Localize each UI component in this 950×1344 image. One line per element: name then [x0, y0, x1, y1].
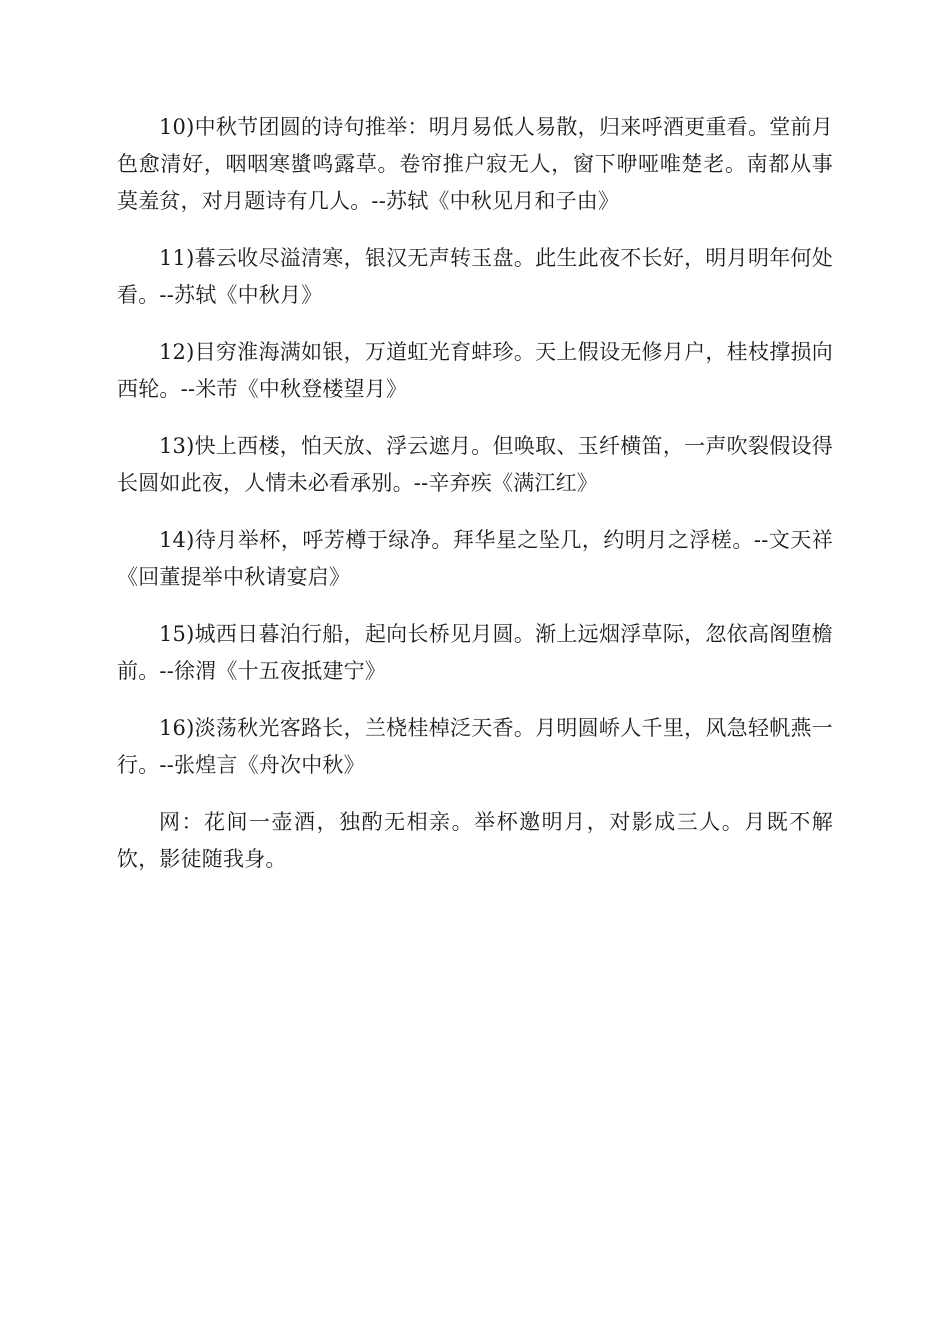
poem-paragraph-14: 14)待月举杯，呼芳樽于绿净。拜华星之坠几，约明月之浮槎。--文天祥《回董提举中秋请宴启》: [117, 528, 833, 589]
poem-paragraph-15: 15)城西日暮泊行船，起向长桥见月圆。渐上远烟浮草际，忽依高阁堕檐前。--徐渭《十五夜抵建宁》: [117, 622, 833, 683]
poem-paragraph-12: 12)目穷淮海满如银，万道虹光育蚌珍。天上假设无修月户，桂枝撑损向西轮。--米芾《中秋登楼望月》: [117, 340, 833, 401]
document-page: [117, 109, 833, 898]
poem-paragraph-11: 11)暮云收尽溢清寒，银汉无声转玉盘。此生此夜不长好，明月明年何处看。--苏轼《中秋月》: [117, 246, 833, 307]
poem-paragraph-13: 13)快上西楼，怕天放、浮云遮月。但唤取、玉纤横笛，一声吹裂假设得长圆如此夜，人情未必看承别。--辛弃疾《满江红》: [117, 434, 833, 495]
closing-paragraph: 网：花间一壶酒，独酌无相亲。举杯邀明月，对影成三人。月既不解饮，影徒随我身。: [117, 810, 833, 871]
poem-paragraph-16: 16)淡荡秋光客路长，兰桡桂棹泛天香。月明圆峤人千里，风急轻帆燕一行。--张煌言《舟次中秋》: [117, 716, 833, 777]
poem-paragraph-10: 10)中秋节团圆的诗句推举：明月易低人易散，归来呼酒更重看。堂前月色愈清好，咽咽寒螿鸣露草。卷帘推户寂无人，窗下咿哑唯楚老。南都从事莫羞贫，对月题诗有几人。--苏轼《中秋见月和子由》: [117, 115, 833, 213]
